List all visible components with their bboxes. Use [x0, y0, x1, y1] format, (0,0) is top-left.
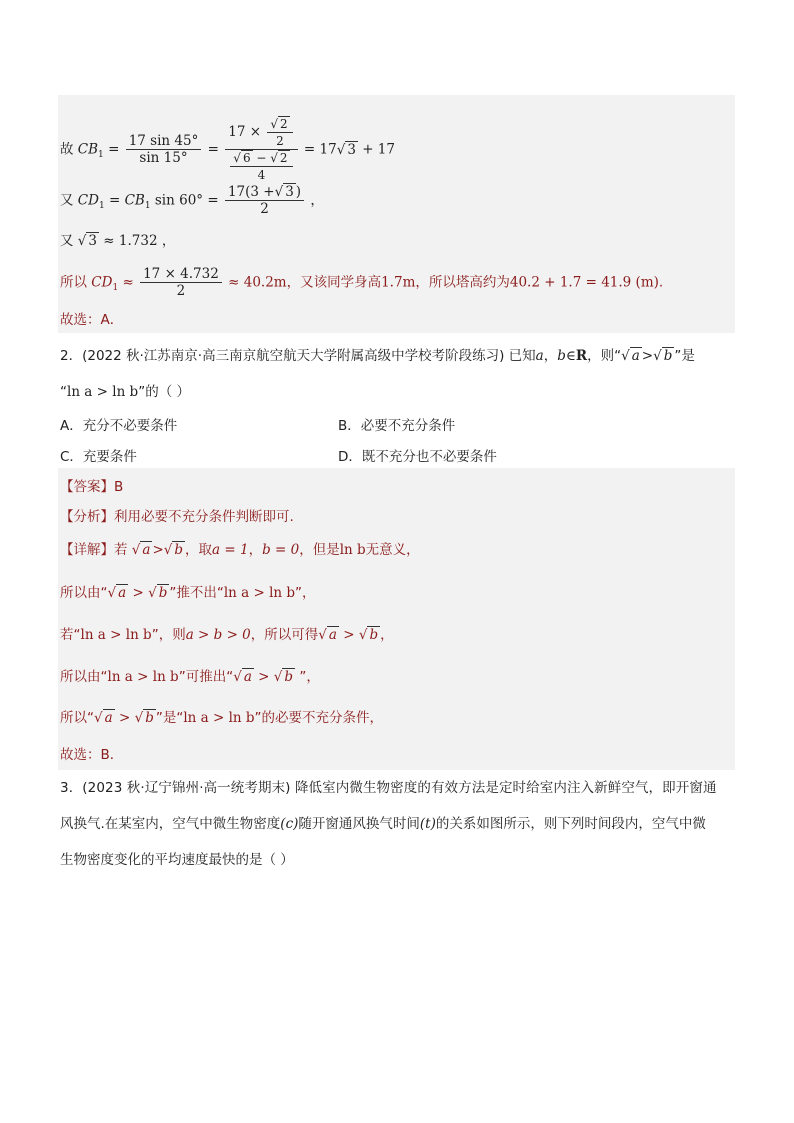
option-b[interactable]: B．必要不充分条件	[338, 418, 456, 434]
detail-line2: 所以由“√ a > √ b ”推不出“ln a > ln b”，	[60, 585, 316, 601]
solution1-line2: 又 $CD_1 = CB_1$ sin 60° = $\frac{17(3 +√ 3 )}{2}$ ，	[60, 184, 324, 217]
option-d[interactable]: D．既不充分也不必要条件	[338, 449, 497, 465]
solution1-line3: 又 √ 3 ≈ 1.732 ，	[60, 233, 176, 249]
detail-line4: 所以由“ln a > ln b”可推出“√ a > √ b ”，	[60, 669, 320, 685]
option-a[interactable]: A．充分不必要条件	[60, 418, 178, 434]
fraction-3: $\frac{17(3 +√ 3 )}{2}$	[225, 184, 304, 217]
solution1-conclusion: 故选：A．	[60, 312, 124, 328]
question3-line1: 3．(2023 秋·辽宁锦州·高一统考期末) 降低室内微生物密度的有效方法是定时给室内注入新鲜空气，即开窗通	[60, 780, 717, 796]
solution1-line1: 故 $CB_1$ = $\frac{17 \sin 45^\circ}{\sin 15^\circ}$ = 17 × $\frac{√ 2}{2}$ $\frac{√ 6 - √ 2}{4}$ = 17√ 3 + 17	[60, 117, 395, 182]
detail-line3: 若“ln a > ln b”，则a > b > 0，所以可得√ a > √ b ，	[60, 627, 394, 643]
detail-line1: 【详解】若 √ a >√ b ，取a = 1，b = 0，但是ln b无意义，	[60, 542, 420, 558]
detail-line5: 所以“√ a > √ b ”是“ln a > ln b”的必要不充分条件，	[60, 710, 384, 726]
fraction-2: 17 × $\frac{√ 2}{2}$ $\frac{√ 6 - √ 2}{4}$	[225, 116, 297, 183]
question2-stem-line1: 2．(2022 秋·江苏南京·高三南京航空航天大学附属高级中学校考阶段练习) 已知a，b∈R，则“√ a >√ b ”是	[60, 348, 695, 364]
question3-line2: 风换气.在某室内，空气中微生物密度(c)随开窗通风换气时间(t)的关系如图所示，则下列时间段内，空气中微	[60, 816, 706, 832]
answer-line: 【答案】B	[60, 479, 124, 495]
option-c[interactable]: C．充要条件	[60, 449, 137, 465]
question2-stem-line2: “ln a > ln b”的（ ）	[60, 384, 190, 400]
fraction-1: $\frac{17 \sin 45^\circ}{\sin 15^\circ}$	[126, 133, 202, 166]
answer2-conclusion: 故选：B．	[60, 747, 124, 763]
question3-line3: 生物密度变化的平均速度最快的是（ ）	[60, 852, 294, 868]
fraction-4: $\frac{17 \times 4.732}{2}$	[140, 266, 222, 299]
analysis-line: 【分析】利用必要不充分条件判断即可.	[60, 509, 294, 525]
solution1-line4: 所以 $CD_1$ ≈ $\frac{17 \times 4.732}{2}$ ≈ 40.2m，又该同学身高1.7m，所以塔高约为40.2 + 1.7 = 41.9 (m).	[60, 266, 664, 299]
